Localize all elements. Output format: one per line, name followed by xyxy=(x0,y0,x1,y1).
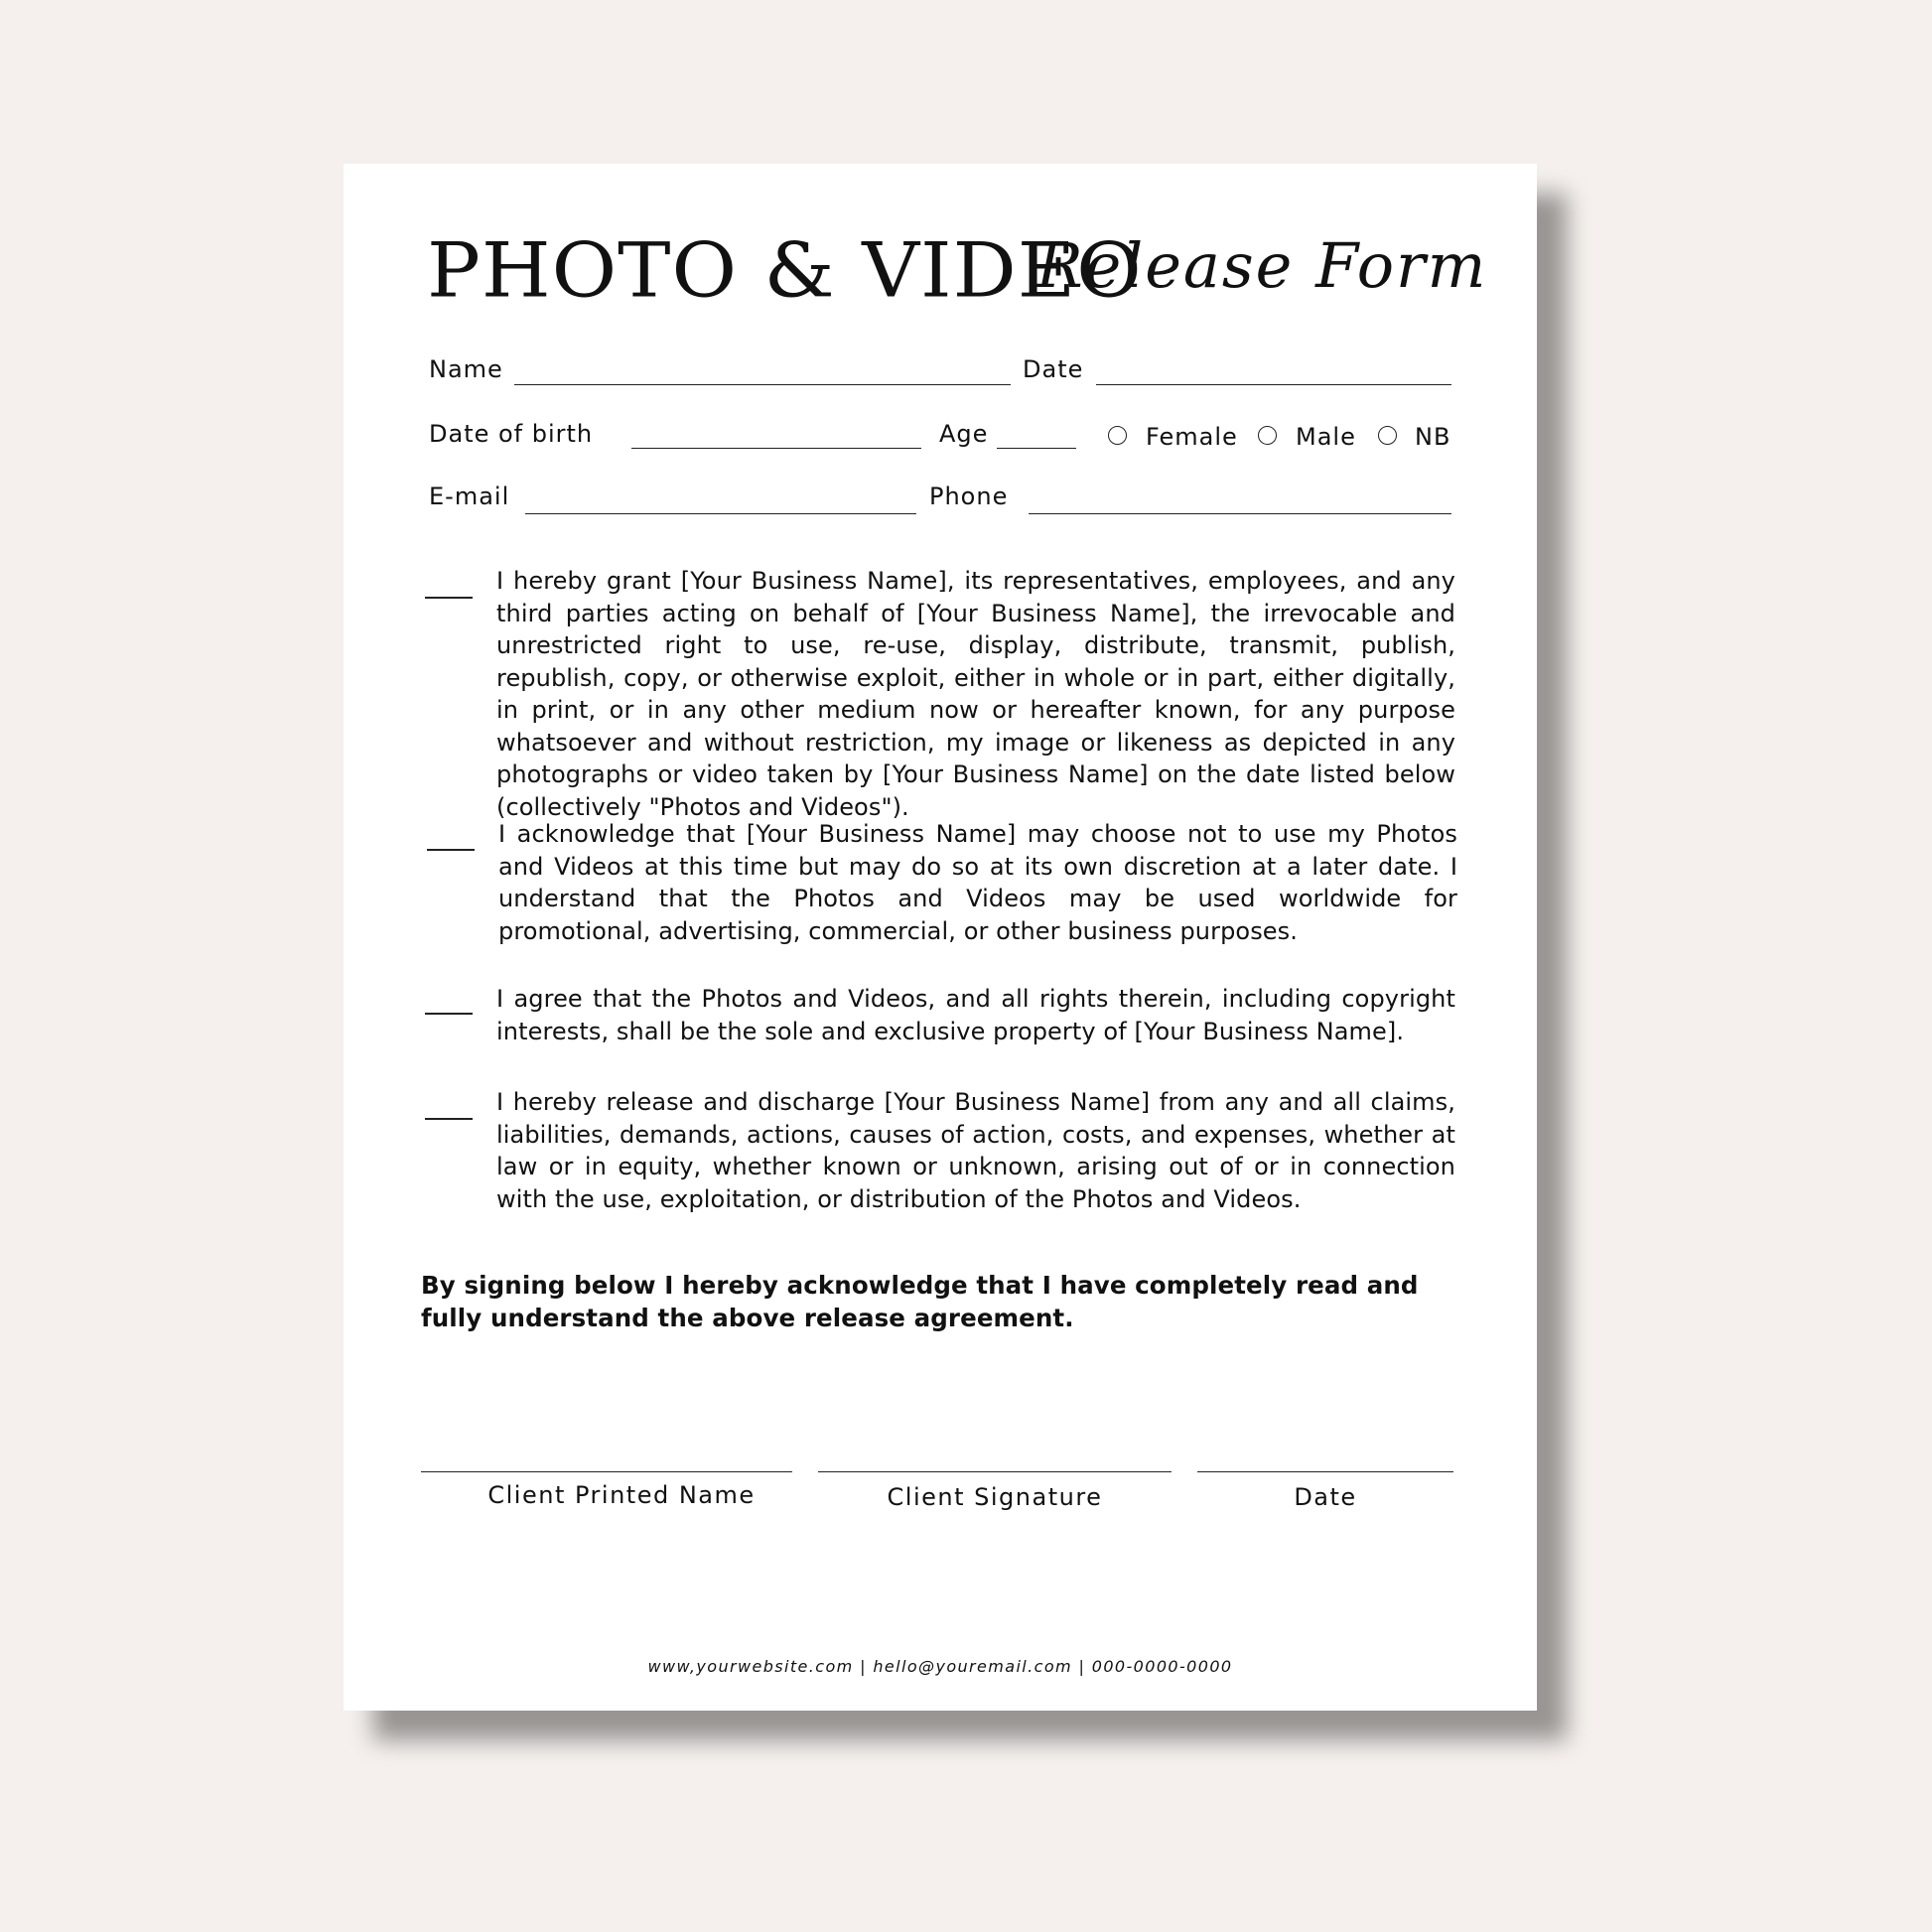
phone-label: Phone xyxy=(929,483,1009,510)
acknowledgement-text: By signing below I hereby acknowledge that I have completely read and fully understand the above release agreement. xyxy=(421,1271,1419,1332)
age-field[interactable] xyxy=(997,448,1076,449)
initial-line-2[interactable] xyxy=(427,849,475,851)
dob-label: Date of birth xyxy=(429,420,594,448)
clause-4: I hereby release and discharge [Your Business Name] from any and all claims, liabilities, demands, actions, causes of action, costs, and expenses, whether at law or in equity, whether known or unknown, arising out of or in connection with the use, exploitation, or distribution of the Photos and Videos. xyxy=(496,1088,1455,1213)
release-form-page xyxy=(344,164,1537,1711)
printed-name-label: Client Printed Name xyxy=(487,1481,756,1509)
nb-radio[interactable] xyxy=(1378,426,1397,445)
female-label: Female xyxy=(1146,423,1238,451)
sign-date-line[interactable] xyxy=(1197,1471,1453,1472)
initial-line-1[interactable] xyxy=(425,597,473,599)
date-field[interactable] xyxy=(1096,384,1451,385)
female-radio[interactable] xyxy=(1108,426,1127,445)
phone-field[interactable] xyxy=(1029,513,1451,514)
dob-field[interactable] xyxy=(631,448,921,449)
sign-date-label: Date xyxy=(1294,1483,1357,1511)
signature-label: Client Signature xyxy=(887,1483,1103,1511)
clause-3: I agree that the Photos and Videos, and all rights therein, including copyright interests, shall be the sole and exclusive property of [Your Business Name]. xyxy=(496,985,1455,1045)
email-field[interactable] xyxy=(525,513,916,514)
name-field[interactable] xyxy=(514,384,1011,385)
nb-label: NB xyxy=(1415,423,1451,451)
initial-line-4[interactable] xyxy=(425,1118,473,1120)
initial-line-3[interactable] xyxy=(425,1013,473,1015)
printed-name-line[interactable] xyxy=(421,1471,792,1472)
age-label: Age xyxy=(939,420,989,448)
form-title-script: Release Form xyxy=(1036,229,1488,302)
signature-line[interactable] xyxy=(818,1471,1172,1472)
male-radio[interactable] xyxy=(1258,426,1277,445)
name-label: Name xyxy=(429,355,503,383)
date-label: Date xyxy=(1023,355,1084,383)
form-title: PHOTO & VIDEO xyxy=(427,226,1143,315)
footer-contact: www,yourwebsite.com | hello@youremail.com | 000-0000-0000 xyxy=(647,1657,1233,1676)
clause-1: I hereby grant [Your Business Name], its representatives, employees, and any third parties acting on behalf of [Your Business Name], the irrevocable and unrestricted right to use, re-use, display, distribute, transmit, publish, republish, copy, or otherwise exploit, either in whole or in part, either digitally, in print, or in any other medium now or hereafter known, for any purpose whatsoever and without restriction, my image or likeness as depicted in any photographs or video taken by [Your Business Name] on the date listed below (collectively "Photos and Videos"). xyxy=(496,567,1455,821)
male-label: Male xyxy=(1296,423,1356,451)
clause-2: I acknowledge that [Your Business Name] may choose not to use my Photos and Videos at this time but may do so at its own discretion at a later date. I understand that the Photos and Videos may be used worldwide for promotional, advertising, commercial, or other business purposes. xyxy=(498,820,1457,945)
email-label: E-mail xyxy=(429,483,510,510)
